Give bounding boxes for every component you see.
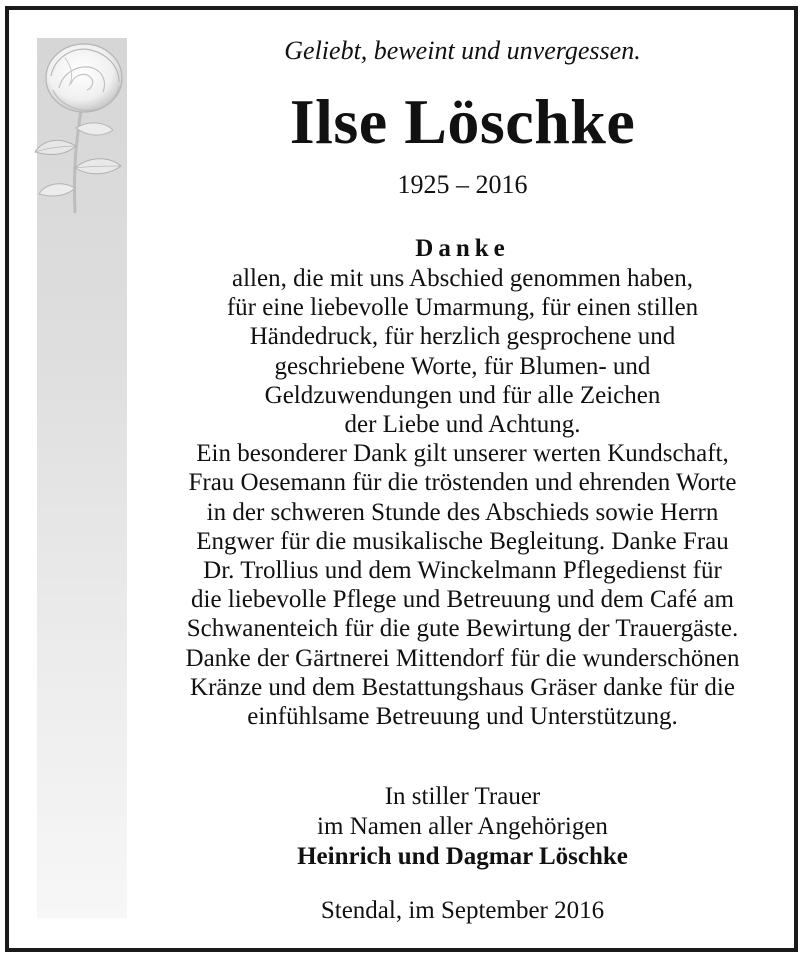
thanks-line: Ein besonderer Dank gilt unserer werten Kundschaft, (196, 440, 729, 468)
thanks-line: Kränze und dem Bestattungshaus Gräser danke für die (190, 673, 735, 701)
thanks-line: Danke der Gärtnerei Mittendorf für die wunderschönen (185, 644, 740, 672)
thanks-line: Engwer für die musikalische Begleitung. Danke Frau (196, 527, 729, 555)
closing-line-mourning: In stiller Trauer (384, 783, 541, 810)
thanks-line: für eine liebevolle Umarmung, für einen stillen (226, 294, 699, 322)
thanks-text (139, 264, 786, 731)
rose-icon (29, 28, 139, 218)
closing-block (139, 782, 786, 872)
thanks-line: Schwanenteich für die gute Bewirtung der Trauergäste. (186, 615, 739, 643)
obituary-notice (5, 6, 798, 952)
thanks-line: in der schweren Stunde des Abschieds sowie Herrn (206, 498, 719, 526)
thanks-line: geschriebene Worte, für Blumen- und (274, 352, 651, 380)
thanks-line: der Liebe und Achtung. (344, 411, 581, 439)
thanks-line: Händedruck, für herzlich gesprochene und (249, 323, 676, 351)
closing-line-relatives: im Namen aller Angehörigen (317, 813, 608, 840)
thanks-line: allen, die mit uns Abschied genommen haben, (231, 265, 693, 292)
thanks-line: Frau Oesemann für die tröstenden und ehrenden Worte (188, 469, 737, 497)
motto: Geliebt, beweint und unvergessen. (284, 36, 641, 65)
place-and-date: Stendal, im September 2016 (320, 897, 605, 924)
deceased-name: Ilse Löschke (289, 86, 636, 157)
thanks-line: Dr. Trollius und dem Winckelmann Pflegedienst für (203, 557, 722, 585)
signers: Heinrich und Dagmar Löschke (297, 843, 628, 870)
thanks-line: Geldzuwendungen und für alle Zeichen (264, 381, 661, 409)
thanks-heading: Danke (415, 235, 510, 262)
thanks-line: einfühlsame Betreuung und Unterstützung. (247, 703, 678, 731)
thanks-line: die liebevolle Pflege und Betreuung und dem Café am (191, 586, 734, 614)
life-years: 1925 – 2016 (397, 170, 528, 199)
